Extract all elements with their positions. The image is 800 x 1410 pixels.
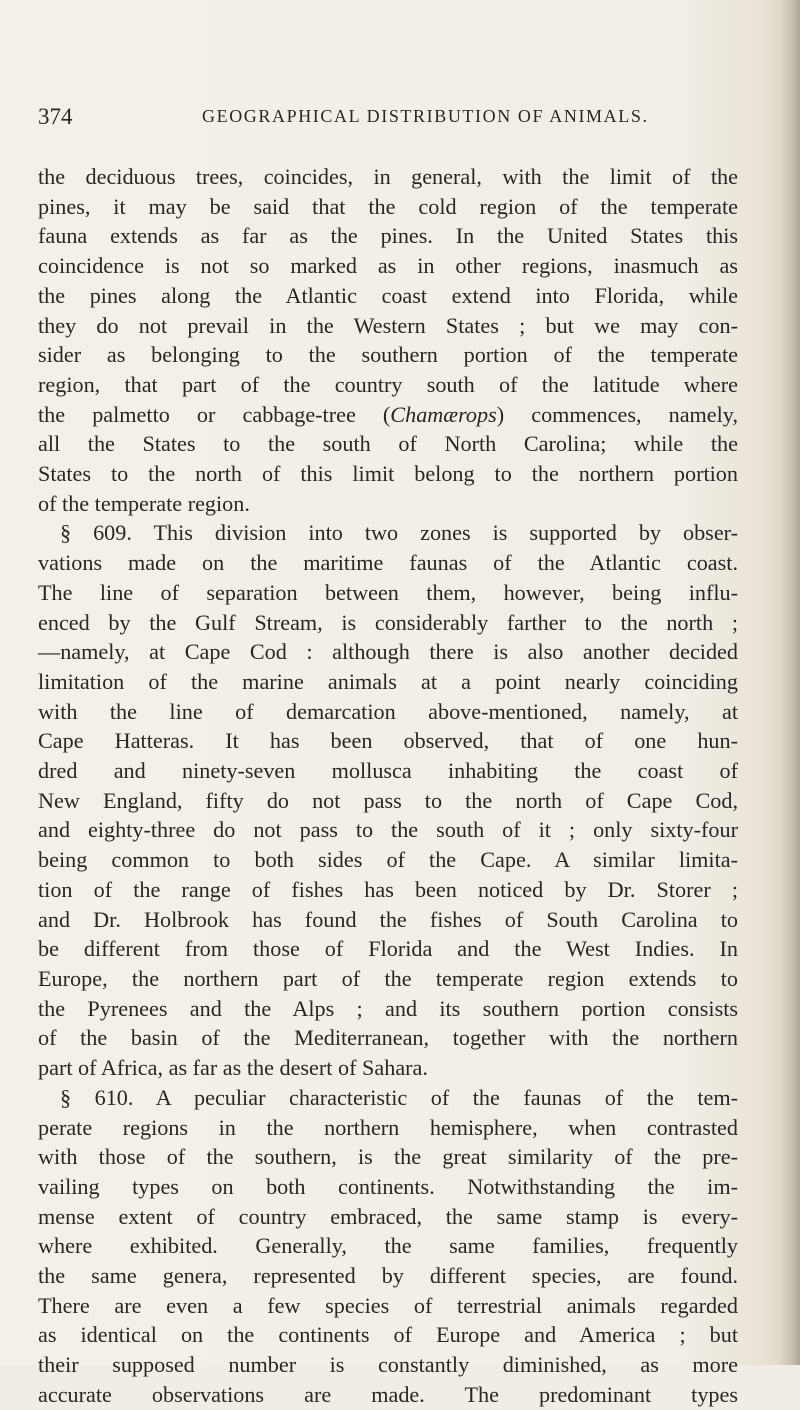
- genus-name: Chamærops: [390, 401, 497, 427]
- text-line: mense extent of country embraced, the same stamp is every-: [38, 1203, 738, 1229]
- text-line-with-genus: [38, 400, 738, 430]
- text-line: There are even a few species of terrestrial animals regarded: [38, 1292, 738, 1318]
- text-line: pines, it may be said that the cold region of the temperate: [38, 193, 738, 219]
- section-609-start: § 609. This division into two zones is supported by obser-: [60, 520, 738, 546]
- text-line: all the States to the south of North Carolina; while the: [38, 431, 738, 457]
- text-line: vailing types on both continents. Notwithstanding the im-: [38, 1173, 738, 1199]
- text-line: region, that part of the country south of the latitude where: [38, 371, 738, 397]
- text-line: of the basin of the Mediterranean, together with the northern: [38, 1025, 738, 1051]
- text-line: perate regions in the northern hemisphere, when contrasted: [38, 1114, 738, 1140]
- line-lead: the palmetto or cabbage-tree (: [38, 401, 391, 427]
- text-line: coincidence is not so marked as in other regions, inasmuch as: [38, 253, 738, 279]
- text-line: vations made on the maritime faunas of the Atlantic coast.: [38, 550, 738, 576]
- page-edge-shadow: [778, 0, 800, 1365]
- text-line: sider as belonging to the southern portion of the temperate: [38, 342, 738, 368]
- text-line: and eighty-three do not pass to the south of it ; only sixty-four: [38, 817, 738, 843]
- text-line: their supposed number is constantly diminished, as more: [38, 1352, 738, 1378]
- text-line: the pines along the Atlantic coast extend into Florida, while: [38, 282, 738, 308]
- text-line: be different from those of Florida and the West Indies. In: [38, 936, 738, 962]
- text-line: being common to both sides of the Cape. A similar limita-: [38, 847, 738, 873]
- running-head: [38, 104, 718, 134]
- body-text: [38, 162, 738, 1410]
- paragraph-end-line: of the temperate region.: [38, 490, 250, 516]
- text-line: they do not prevail in the Western States ; but we may con-: [38, 312, 738, 338]
- text-line: limitation of the marine animals at a point nearly coinciding: [38, 668, 738, 694]
- text-line: The line of separation between them, however, being influ-: [38, 579, 738, 605]
- running-title: GEOGRAPHICAL DISTRIBUTION OF ANIMALS.: [202, 106, 649, 126]
- text-line: the deciduous trees, coincides, in general, with the limit of the: [38, 164, 738, 189]
- text-line: with the line of demarcation above-mentioned, namely, at: [38, 698, 738, 724]
- text-line: the Pyrenees and the Alps ; and its southern portion consists: [38, 995, 738, 1021]
- text-line: where exhibited. Generally, the same families, frequently: [38, 1233, 738, 1259]
- section-610-start: § 610. A peculiar characteristic of the faunas of the tem-: [60, 1084, 738, 1110]
- text-line: New England, fifty do not pass to the north of Cape Cod,: [38, 787, 738, 813]
- page-number: 374: [38, 104, 73, 129]
- text-line: enced by the Gulf Stream, is considerably farther to the north ;: [38, 609, 738, 635]
- text-line: with those of the southern, is the great similarity of the pre-: [38, 1144, 738, 1170]
- text-line: States to the north of this limit belong to the northern portion: [38, 461, 738, 487]
- text-line: dred and ninety-seven mollusca inhabiting the coast of: [38, 758, 738, 784]
- text-line: and Dr. Holbrook has found the fishes of South Carolina to: [38, 906, 738, 932]
- text-line: Europe, the northern part of the temperate region extends to: [38, 965, 738, 991]
- text-line: fauna extends as far as the pines. In the United States this: [38, 223, 738, 249]
- text-line: accurate observations are made. The predominant types: [38, 1381, 738, 1407]
- text-line: the same genera, represented by different species, are found.: [38, 1263, 738, 1289]
- line-tail: ) commences, namely,: [496, 401, 739, 427]
- text-line: —namely, at Cape Cod : although there is also another decided: [38, 639, 738, 665]
- text-line: as identical on the continents of Europe and America ; but: [38, 1322, 738, 1348]
- text-line: Cape Hatteras. It has been observed, that of one hun-: [38, 728, 738, 754]
- paragraph-end-line: part of Africa, as far as the desert of Sahara.: [38, 1055, 428, 1081]
- text-line: tion of the range of fishes has been noticed by Dr. Storer ;: [38, 876, 738, 902]
